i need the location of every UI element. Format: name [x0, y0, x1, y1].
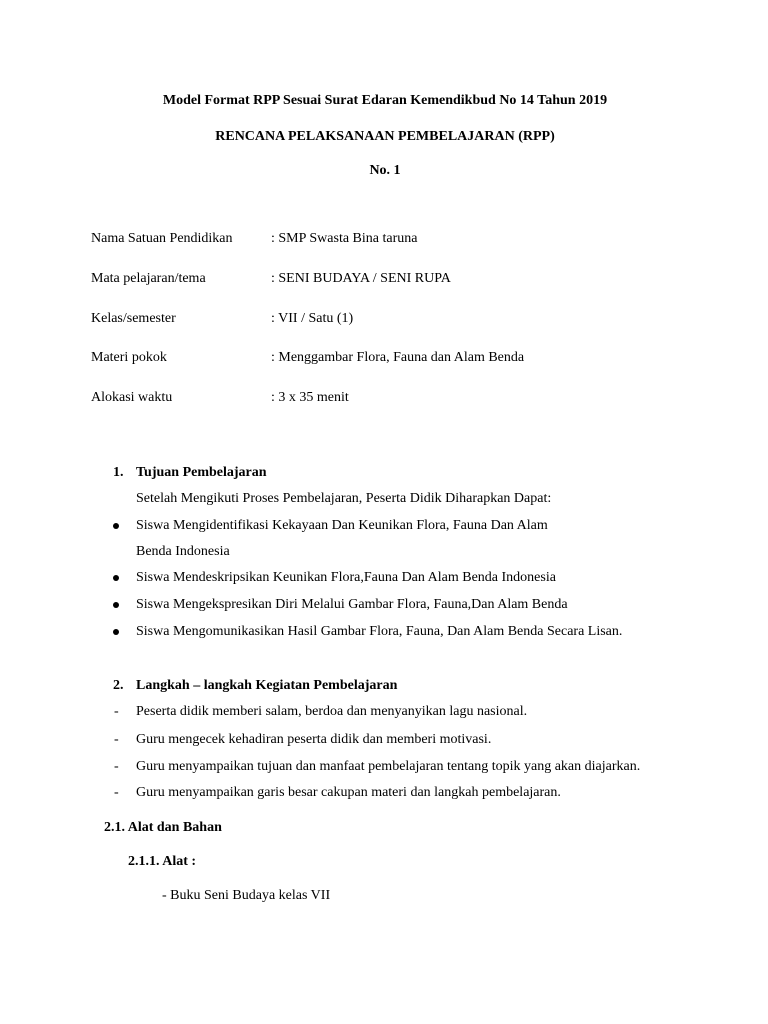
section-title: Tujuan Pembelajaran — [136, 465, 267, 480]
list-item: Guru menyampaikan tujuan dan manfaat pembelajaran tentang topik yang akan diajarkan. — [136, 759, 641, 774]
list-item: Siswa Mengidentifikasi Kekayaan Dan Keunikan Flora, Fauna Dan Alam — [136, 518, 548, 533]
list-item-continuation: Benda Indonesia — [136, 544, 230, 559]
identity-value-subject: : SENI BUDAYA / SENI RUPA — [271, 271, 451, 286]
identity-label-time: Alokasi waktu — [91, 390, 173, 405]
dash-marker: - — [114, 785, 119, 800]
list-item: Peserta didik memberi salam, berdoa dan menyanyikan lagu nasional. — [136, 704, 528, 719]
list-item: Siswa Mendeskripsikan Keunikan Flora,Fauna Dan Alam Benda Indonesia — [136, 570, 556, 585]
subsection-title-tools: 2.1.1. Alat : — [128, 854, 197, 869]
identity-value-school: : SMP Swasta Bina taruna — [271, 231, 418, 246]
dash-marker: - — [114, 732, 119, 747]
section-number: 1. — [113, 465, 124, 480]
bullet-icon — [113, 629, 119, 635]
document-title: RENCANA PELAKSANAAN PEMBELAJARAN (RPP) — [215, 129, 555, 144]
list-item: Guru menyampaikan garis besar cakupan materi dan langkah pembelajaran. — [136, 785, 561, 800]
identity-label-class: Kelas/semester — [91, 311, 176, 326]
identity-value-class: : VII / Satu (1) — [271, 311, 354, 326]
identity-label-subject: Mata pelajaran/tema — [91, 271, 206, 286]
section-number: 2. — [113, 678, 124, 693]
bullet-icon — [113, 523, 119, 529]
identity-label-school: Nama Satuan Pendidikan — [91, 231, 233, 246]
identity-value-time: : 3 x 35 menit — [271, 390, 349, 405]
dash-marker: - — [114, 704, 119, 719]
document-number: No. 1 — [369, 163, 401, 178]
bullet-icon — [113, 602, 119, 608]
dash-marker: - — [114, 759, 119, 774]
list-item: Siswa Mengomunikasikan Hasil Gambar Flora, Fauna, Dan Alam Benda Secara Lisan. — [136, 624, 623, 639]
list-item: Siswa Mengekspresikan Diri Melalui Gambar Flora, Fauna,Dan Alam Benda — [136, 597, 568, 612]
section-intro: Setelah Mengikuti Proses Pembelajaran, Peserta Didik Diharapkan Dapat: — [136, 491, 552, 506]
identity-label-material: Materi pokok — [91, 350, 167, 365]
document-supertitle: Model Format RPP Sesuai Surat Edaran Kemendikbud No 14 Tahun 2019 — [162, 93, 608, 108]
section-title: Langkah – langkah Kegiatan Pembelajaran — [136, 678, 398, 693]
list-item: Guru mengecek kehadiran peserta didik dan memberi motivasi. — [136, 732, 492, 747]
bullet-icon — [113, 575, 119, 581]
identity-value-material: : Menggambar Flora, Fauna dan Alam Benda — [271, 350, 525, 365]
list-item: - Buku Seni Budaya kelas VII — [162, 888, 331, 903]
subsection-title-tools-materials: 2.1. Alat dan Bahan — [104, 820, 222, 835]
